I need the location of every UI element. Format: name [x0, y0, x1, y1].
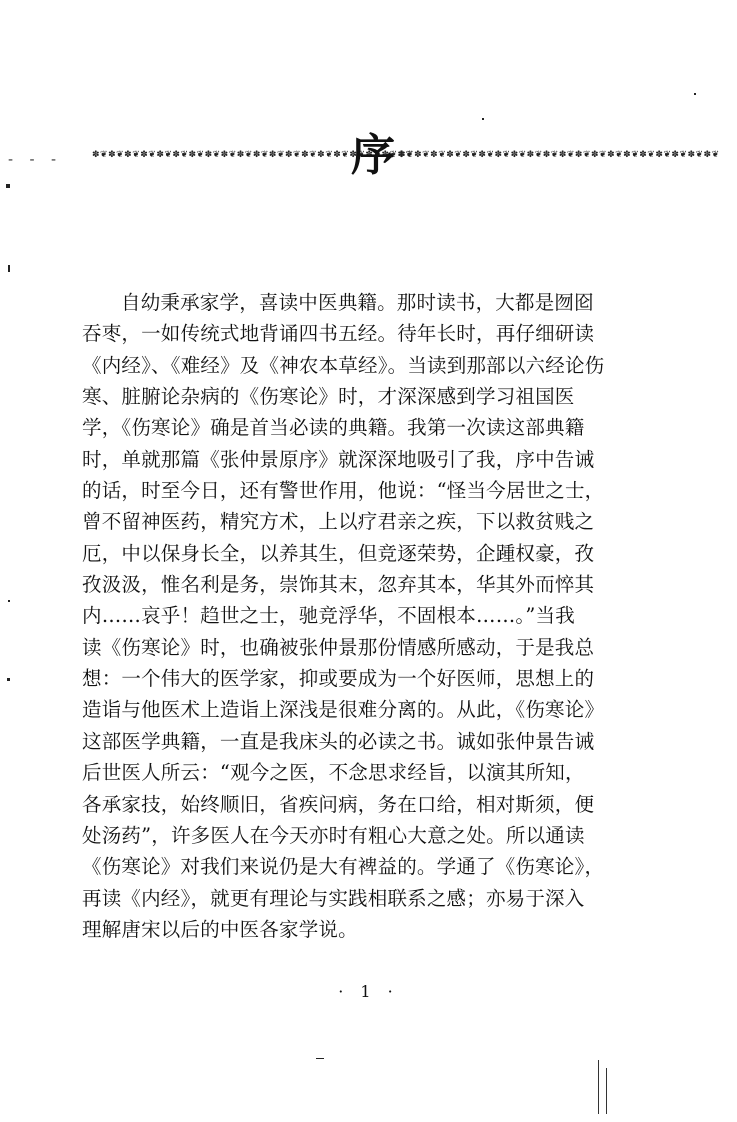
text-line: 造诣与他医术上造诣上深浅是很难分离的。从此，《伤寒论》	[82, 698, 605, 722]
header-dashes: - - -	[8, 152, 63, 168]
text-line: 寒、脏腑论杂病的《伤寒论》时，才深深感到学习祖国医	[82, 385, 575, 409]
scan-speck	[482, 118, 484, 120]
text-line: 这部医学典籍，一直是我床头的必读之书。诚如张仲景告诫	[82, 729, 595, 753]
scan-speck	[8, 265, 10, 272]
scan-speck	[694, 93, 696, 95]
text-line: 学，《伤寒论》确是首当必读的典籍。我第一次读这部典籍	[82, 416, 585, 440]
text-line: 吞枣，一如传统式地背诵四书五经。待年长时，再仔细研读	[82, 322, 595, 346]
text-line: 读《伤寒论》时，也确被张仲景那份情感所感动，于是我总	[82, 635, 595, 659]
edge-line	[606, 1068, 607, 1114]
preface-body	[82, 287, 652, 945]
scan-speck	[8, 600, 10, 602]
page-number: · 1 ·	[338, 982, 399, 1001]
text-line: 《内经》、《难经》及《神农本草经》。当读到那部以六经论伤	[82, 353, 605, 377]
text-line: 厄，中以保身长全，以养其生，但竞逐荣势，企踵权豪，孜	[82, 541, 595, 565]
chapter-title: 序	[351, 130, 395, 181]
text-line: 后世医人所云：“观今之医，不念思求经旨，以演其所知，	[82, 761, 585, 785]
text-line: 《伤寒论》对我们来说仍是大有裨益的。学通了《伤寒论》，	[82, 855, 605, 879]
text-line: 想：一个伟大的医学家，抑或要成为一个好医师，思想上的	[82, 667, 595, 691]
header-ornament-left: ✽❦✽❦✽❦✽❦✽❦✽❦✽❦✽❦✽❦✽❦✽❦✽❦✽❦✽❦✽❦✽❦✽❦✽❦✽❦✽❦	[92, 150, 414, 160]
header-ornament-right: ✽❦✽❦✽❦✽❦✽❦✽❦✽❦✽❦✽❦✽❦✽❦✽❦✽❦✽❦✽❦✽❦✽❦✽❦✽❦✽❦	[398, 150, 720, 160]
text-line: 处汤药”，许多医人在今天亦时有粗心大意之处。所以通读	[82, 823, 585, 847]
edge-line	[598, 1060, 599, 1114]
scan-speck	[316, 1058, 324, 1059]
binding-edge-marks	[596, 1056, 616, 1116]
chapter-header	[0, 130, 737, 200]
text-line: 内……哀乎！趋世之士，驰竞浮华，不固根本……。”当我	[82, 604, 575, 628]
text-line: 理解唐宋以后的中医各家学说。	[82, 917, 358, 941]
text-line: 孜汲汲，惟名利是务，崇饰其末，忽弃其本，华其外而悴其	[82, 573, 595, 597]
text-line: 自幼秉承家学，喜读中医典籍。那时读书，大都是囫囵	[121, 291, 594, 314]
text-line: 时，单就那篇《张仲景原序》就深深地吸引了我，序中告诫	[82, 447, 595, 471]
text-line: 曾不留神医药，精究方术，上以疗君亲之疾，下以救贫贱之	[82, 510, 595, 534]
text-line: 再读《内经》，就更有理论与实践相联系之感；亦易于深入	[82, 886, 585, 910]
text-line: 的话，时至今日，还有警世作用，他说：“怪当今居世之士，	[82, 479, 605, 503]
scan-speck	[6, 184, 10, 188]
scan-speck	[7, 678, 10, 681]
text-line: 各承家技，始终顺旧，省疾问病，务在口给，相对斯须，便	[82, 792, 595, 816]
